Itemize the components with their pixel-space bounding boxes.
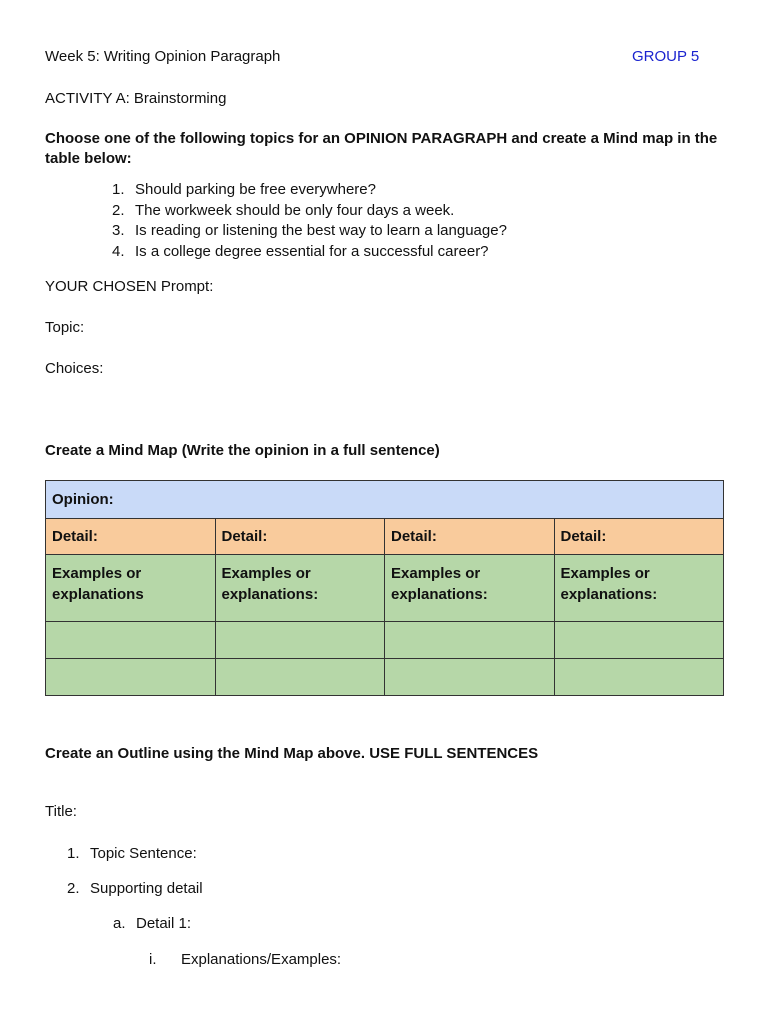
blank-row bbox=[46, 622, 724, 659]
topic-text: Is a college degree essential for a successful career? bbox=[135, 242, 489, 260]
outline-item-text: Supporting detail bbox=[90, 880, 203, 897]
topic-list bbox=[112, 180, 507, 262]
opinion-row bbox=[46, 481, 724, 519]
list-number: 1. bbox=[112, 181, 125, 198]
list-item bbox=[112, 201, 507, 222]
blank-row bbox=[46, 659, 724, 696]
examples-cell[interactable]: Examples or explanations bbox=[46, 555, 216, 622]
outline-marker: 1. bbox=[67, 845, 80, 862]
examples-cell[interactable]: Examples or explanations: bbox=[385, 555, 555, 622]
examples-cell[interactable]: Examples or explanations: bbox=[554, 555, 724, 622]
list-item bbox=[112, 242, 507, 263]
outline-heading: Create an Outline using the Mind Map above. USE FULL SENTENCES bbox=[45, 745, 539, 762]
detail-cell[interactable]: Detail: bbox=[215, 519, 385, 555]
outline-item-topic-sentence bbox=[67, 845, 197, 862]
outline-item-detail-1 bbox=[113, 915, 191, 932]
document-title: Week 5: Writing Opinion Paragraph bbox=[45, 48, 281, 65]
outline-item-text: Detail 1: bbox=[136, 915, 192, 932]
outline-marker: a. bbox=[113, 915, 126, 932]
blank-cell[interactable] bbox=[215, 622, 385, 659]
topic-text: The workweek should be only four days a week. bbox=[135, 201, 455, 219]
detail-cell[interactable]: Detail: bbox=[385, 519, 555, 555]
detail-row bbox=[46, 519, 724, 555]
blank-cell[interactable] bbox=[554, 622, 724, 659]
outline-item-supporting-detail bbox=[67, 880, 203, 897]
examples-row bbox=[46, 555, 724, 622]
mindmap-table bbox=[45, 480, 724, 696]
detail-cell[interactable]: Detail: bbox=[554, 519, 724, 555]
list-number: 3. bbox=[112, 222, 125, 239]
blank-cell[interactable] bbox=[385, 659, 555, 696]
outline-title-label: Title: bbox=[45, 803, 77, 820]
list-item bbox=[112, 180, 507, 201]
instructions: Choose one of the following topics for an OPINION PARAGRAPH and create a Mind map in the table below: bbox=[45, 130, 718, 167]
list-item bbox=[112, 221, 507, 242]
outline-item-text: Explanations/Examples: bbox=[181, 951, 342, 968]
blank-cell[interactable] bbox=[215, 659, 385, 696]
choices-label: Choices: bbox=[45, 360, 104, 377]
blank-cell[interactable] bbox=[554, 659, 724, 696]
outline-marker: i. bbox=[149, 951, 157, 968]
blank-cell[interactable] bbox=[46, 622, 216, 659]
topic-label: Topic: bbox=[45, 319, 85, 336]
list-number: 4. bbox=[112, 242, 125, 260]
chosen-prompt-label: YOUR CHOSEN Prompt: bbox=[45, 278, 214, 295]
topic-text: Should parking be free everywhere? bbox=[135, 181, 376, 198]
detail-cell[interactable]: Detail: bbox=[46, 519, 216, 555]
outline-item-text: Topic Sentence: bbox=[90, 845, 197, 862]
list-number: 2. bbox=[112, 201, 125, 219]
outline-marker: 2. bbox=[67, 880, 80, 897]
blank-cell[interactable] bbox=[385, 622, 555, 659]
activity-heading: ACTIVITY A: Brainstorming bbox=[45, 90, 227, 107]
topic-text: Is reading or listening the best way to learn a language? bbox=[135, 222, 507, 239]
blank-cell[interactable] bbox=[46, 659, 216, 696]
mindmap-heading: Create a Mind Map (Write the opinion in a full sentence) bbox=[45, 442, 440, 459]
group-label: GROUP 5 bbox=[632, 48, 700, 65]
outline-item-explanations bbox=[149, 951, 341, 968]
opinion-cell[interactable]: Opinion: bbox=[46, 481, 724, 519]
examples-cell[interactable]: Examples or explanations: bbox=[215, 555, 385, 622]
